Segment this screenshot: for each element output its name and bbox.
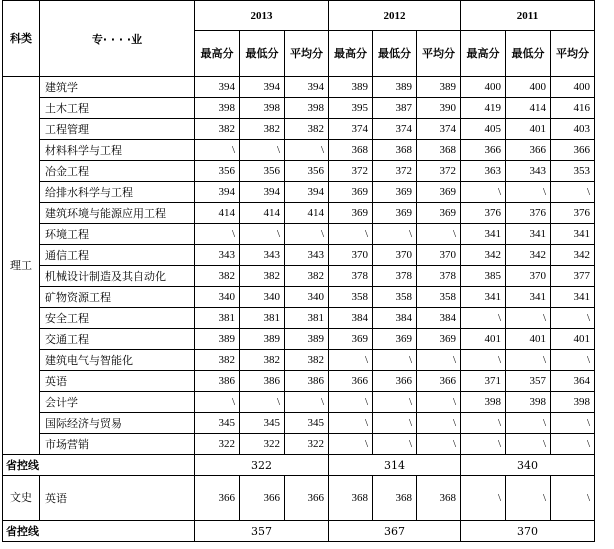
table-row [3, 434, 595, 455]
score-cell: \ [417, 434, 461, 455]
score-cell: 386 [240, 371, 285, 392]
score-cell: \ [285, 224, 329, 245]
score-cell: 395 [329, 98, 373, 119]
control-line-value: 340 [461, 455, 595, 476]
major-name: 土木工程 [40, 98, 195, 119]
score-cell: 368 [329, 476, 373, 521]
admission-score-table [2, 0, 595, 542]
score-cell: 356 [285, 161, 329, 182]
score-cell: 372 [373, 161, 417, 182]
score-cell: \ [240, 392, 285, 413]
major-name: 通信工程 [40, 245, 195, 266]
table-row [3, 182, 595, 203]
score-cell: 414 [506, 98, 551, 119]
major-name: 建筑环境与能源应用工程 [40, 203, 195, 224]
major-name: 交通工程 [40, 329, 195, 350]
score-cell: 381 [195, 308, 240, 329]
table-row [3, 329, 595, 350]
score-cell: 377 [551, 266, 595, 287]
category-cell: 理工 [3, 77, 40, 455]
major-name: 工程管理 [40, 119, 195, 140]
score-cell: 414 [240, 203, 285, 224]
year-header-2013: 2013 [195, 1, 329, 31]
table-row [3, 476, 595, 521]
score-cell: 381 [285, 308, 329, 329]
score-cell: 382 [285, 119, 329, 140]
max-score-header: 最高分 [461, 31, 506, 77]
score-cell: \ [551, 308, 595, 329]
score-cell: 382 [195, 350, 240, 371]
category-header: 科类 [3, 1, 40, 77]
score-cell: 400 [506, 77, 551, 98]
control-line-row [3, 521, 595, 542]
score-cell: 384 [417, 308, 461, 329]
score-cell: 368 [417, 140, 461, 161]
score-cell: 366 [285, 476, 329, 521]
score-cell: \ [506, 413, 551, 434]
control-line-value: 322 [195, 455, 329, 476]
score-cell: 358 [329, 287, 373, 308]
major-header: 专· · · ·业 [40, 1, 195, 77]
score-cell: 358 [373, 287, 417, 308]
major-name: 英语 [40, 371, 195, 392]
score-cell: \ [551, 413, 595, 434]
score-cell: 341 [461, 224, 506, 245]
score-cell: 382 [195, 266, 240, 287]
score-cell: 370 [329, 245, 373, 266]
score-cell: 386 [195, 371, 240, 392]
score-cell: 394 [285, 77, 329, 98]
score-cell: 382 [240, 266, 285, 287]
score-cell: 389 [195, 329, 240, 350]
table-row [3, 140, 595, 161]
score-cell: \ [461, 308, 506, 329]
table-row [3, 161, 595, 182]
score-cell: 366 [240, 476, 285, 521]
score-cell: 369 [373, 182, 417, 203]
score-cell: \ [551, 182, 595, 203]
score-cell: 374 [417, 119, 461, 140]
major-name: 材料科学与工程 [40, 140, 195, 161]
score-cell: 398 [195, 98, 240, 119]
score-cell: 368 [329, 140, 373, 161]
score-cell: 366 [417, 371, 461, 392]
score-cell: 369 [417, 182, 461, 203]
score-cell: \ [329, 224, 373, 245]
score-cell: 382 [240, 119, 285, 140]
score-cell: 345 [195, 413, 240, 434]
score-cell: \ [551, 476, 595, 521]
table-row [3, 245, 595, 266]
score-cell: 389 [329, 77, 373, 98]
score-cell: 401 [506, 329, 551, 350]
score-cell: 398 [551, 392, 595, 413]
major-name: 建筑电气与智能化 [40, 350, 195, 371]
score-cell: 382 [195, 119, 240, 140]
score-cell: 390 [417, 98, 461, 119]
major-name: 给排水科学与工程 [40, 182, 195, 203]
score-cell: \ [506, 350, 551, 371]
score-cell: \ [417, 392, 461, 413]
score-cell: 398 [461, 392, 506, 413]
min-score-header: 最低分 [373, 31, 417, 77]
major-name: 安全工程 [40, 308, 195, 329]
score-cell: \ [285, 140, 329, 161]
score-cell: 400 [461, 77, 506, 98]
score-cell: 378 [417, 266, 461, 287]
score-cell: 384 [329, 308, 373, 329]
score-cell: \ [373, 392, 417, 413]
score-cell: 382 [285, 350, 329, 371]
score-cell: 341 [506, 224, 551, 245]
control-line-label: 省控线 [3, 455, 195, 476]
table-row [3, 392, 595, 413]
major-name: 机械设计制造及其自动化 [40, 266, 195, 287]
max-score-header: 最高分 [195, 31, 240, 77]
score-cell: \ [373, 224, 417, 245]
score-cell: 394 [195, 182, 240, 203]
score-cell: \ [373, 413, 417, 434]
max-score-header: 最高分 [329, 31, 373, 77]
score-cell: \ [329, 392, 373, 413]
control-line-value: 367 [329, 521, 461, 542]
score-cell: 369 [329, 182, 373, 203]
score-cell: 370 [373, 245, 417, 266]
score-cell: \ [373, 350, 417, 371]
score-cell: 372 [329, 161, 373, 182]
table-row [3, 203, 595, 224]
score-cell: 414 [195, 203, 240, 224]
score-cell: 394 [240, 77, 285, 98]
score-cell: \ [551, 350, 595, 371]
score-cell: 341 [461, 287, 506, 308]
score-cell: 322 [285, 434, 329, 455]
table-row [3, 266, 595, 287]
score-cell: \ [461, 476, 506, 521]
min-score-header: 最低分 [240, 31, 285, 77]
score-cell: \ [373, 434, 417, 455]
score-cell: 369 [373, 329, 417, 350]
score-cell: 356 [195, 161, 240, 182]
major-name: 冶金工程 [40, 161, 195, 182]
min-score-header: 最低分 [506, 31, 551, 77]
score-cell: \ [551, 434, 595, 455]
year-header-2011: 2011 [461, 1, 595, 31]
major-name: 建筑学 [40, 77, 195, 98]
score-cell: 419 [461, 98, 506, 119]
score-cell: 322 [240, 434, 285, 455]
score-cell: 385 [461, 266, 506, 287]
score-cell: 358 [417, 287, 461, 308]
table-row [3, 287, 595, 308]
score-cell: 345 [285, 413, 329, 434]
score-cell: \ [195, 224, 240, 245]
score-cell: \ [417, 413, 461, 434]
score-cell: 414 [285, 203, 329, 224]
major-name: 国际经济与贸易 [40, 413, 195, 434]
score-cell: 366 [373, 371, 417, 392]
table-row [3, 119, 595, 140]
score-cell: 389 [417, 77, 461, 98]
table-row [3, 371, 595, 392]
score-cell: 398 [285, 98, 329, 119]
score-cell: 343 [285, 245, 329, 266]
control-line-row [3, 455, 595, 476]
score-cell: 343 [195, 245, 240, 266]
score-cell: 378 [373, 266, 417, 287]
score-cell: \ [461, 182, 506, 203]
control-line-value: 314 [329, 455, 461, 476]
score-cell: 394 [195, 77, 240, 98]
avg-score-header: 平均分 [285, 31, 329, 77]
score-cell: 374 [329, 119, 373, 140]
score-cell: 368 [417, 476, 461, 521]
score-cell: 381 [240, 308, 285, 329]
score-cell: 369 [417, 329, 461, 350]
avg-score-header: 平均分 [417, 31, 461, 77]
score-cell: 345 [240, 413, 285, 434]
score-cell: 401 [461, 329, 506, 350]
score-cell: 340 [285, 287, 329, 308]
score-cell: 376 [551, 203, 595, 224]
score-cell: 369 [329, 203, 373, 224]
score-cell: 322 [195, 434, 240, 455]
score-cell: 394 [285, 182, 329, 203]
score-cell: 370 [506, 266, 551, 287]
score-cell: 374 [373, 119, 417, 140]
score-cell: 416 [551, 98, 595, 119]
score-cell: 371 [461, 371, 506, 392]
score-cell: 405 [461, 119, 506, 140]
score-cell: \ [506, 182, 551, 203]
score-cell: 389 [373, 77, 417, 98]
score-cell: 369 [417, 203, 461, 224]
score-cell: \ [461, 434, 506, 455]
score-cell: \ [240, 140, 285, 161]
score-cell: \ [195, 392, 240, 413]
table-row [3, 350, 595, 371]
table-row [3, 224, 595, 245]
score-cell: 341 [551, 224, 595, 245]
score-cell: 384 [373, 308, 417, 329]
major-name: 英语 [40, 476, 195, 521]
control-line-value: 357 [195, 521, 329, 542]
score-cell: 341 [551, 287, 595, 308]
score-cell: 376 [461, 203, 506, 224]
score-cell: \ [329, 413, 373, 434]
score-cell: 366 [461, 140, 506, 161]
score-cell: 372 [417, 161, 461, 182]
major-name: 市场营销 [40, 434, 195, 455]
score-cell: 382 [240, 350, 285, 371]
score-cell: 340 [195, 287, 240, 308]
score-cell: \ [506, 476, 551, 521]
score-cell: 366 [551, 140, 595, 161]
score-cell: \ [417, 350, 461, 371]
score-cell: 401 [551, 329, 595, 350]
score-cell: 366 [195, 476, 240, 521]
score-cell: 370 [417, 245, 461, 266]
score-cell: \ [417, 224, 461, 245]
score-cell: 343 [240, 245, 285, 266]
score-cell: 366 [506, 140, 551, 161]
score-cell: 341 [506, 287, 551, 308]
score-cell: 340 [240, 287, 285, 308]
major-name: 环境工程 [40, 224, 195, 245]
score-cell: 342 [506, 245, 551, 266]
score-cell: \ [240, 224, 285, 245]
score-cell: 369 [329, 329, 373, 350]
score-cell: 389 [240, 329, 285, 350]
score-cell: 342 [551, 245, 595, 266]
score-cell: 369 [373, 203, 417, 224]
score-cell: \ [461, 413, 506, 434]
score-cell: 403 [551, 119, 595, 140]
score-cell: 343 [506, 161, 551, 182]
table-row [3, 77, 595, 98]
table-row [3, 413, 595, 434]
score-cell: 366 [329, 371, 373, 392]
category-cell: 文史 [3, 476, 40, 521]
score-cell: 368 [373, 140, 417, 161]
major-name: 会计学 [40, 392, 195, 413]
score-cell: 363 [461, 161, 506, 182]
table-row [3, 98, 595, 119]
score-cell: 400 [551, 77, 595, 98]
score-cell: 356 [240, 161, 285, 182]
score-cell: \ [506, 308, 551, 329]
major-name: 矿物资源工程 [40, 287, 195, 308]
score-cell: \ [285, 392, 329, 413]
score-cell: 394 [240, 182, 285, 203]
score-cell: 401 [506, 119, 551, 140]
score-cell: \ [329, 434, 373, 455]
score-cell: 398 [506, 392, 551, 413]
avg-score-header: 平均分 [551, 31, 595, 77]
score-cell: 389 [285, 329, 329, 350]
score-cell: 364 [551, 371, 595, 392]
score-cell: \ [329, 350, 373, 371]
score-cell: 353 [551, 161, 595, 182]
control-line-label: 省控线 [3, 521, 195, 542]
score-cell: 368 [373, 476, 417, 521]
score-cell: 386 [285, 371, 329, 392]
score-cell: \ [195, 140, 240, 161]
score-cell: 376 [506, 203, 551, 224]
year-header-2012: 2012 [329, 1, 461, 31]
score-cell: 387 [373, 98, 417, 119]
score-cell: 357 [506, 371, 551, 392]
control-line-value: 370 [461, 521, 595, 542]
table-row [3, 308, 595, 329]
score-cell: 382 [285, 266, 329, 287]
score-cell: \ [461, 350, 506, 371]
score-cell: 342 [461, 245, 506, 266]
score-cell: \ [506, 434, 551, 455]
score-cell: 398 [240, 98, 285, 119]
score-cell: 378 [329, 266, 373, 287]
